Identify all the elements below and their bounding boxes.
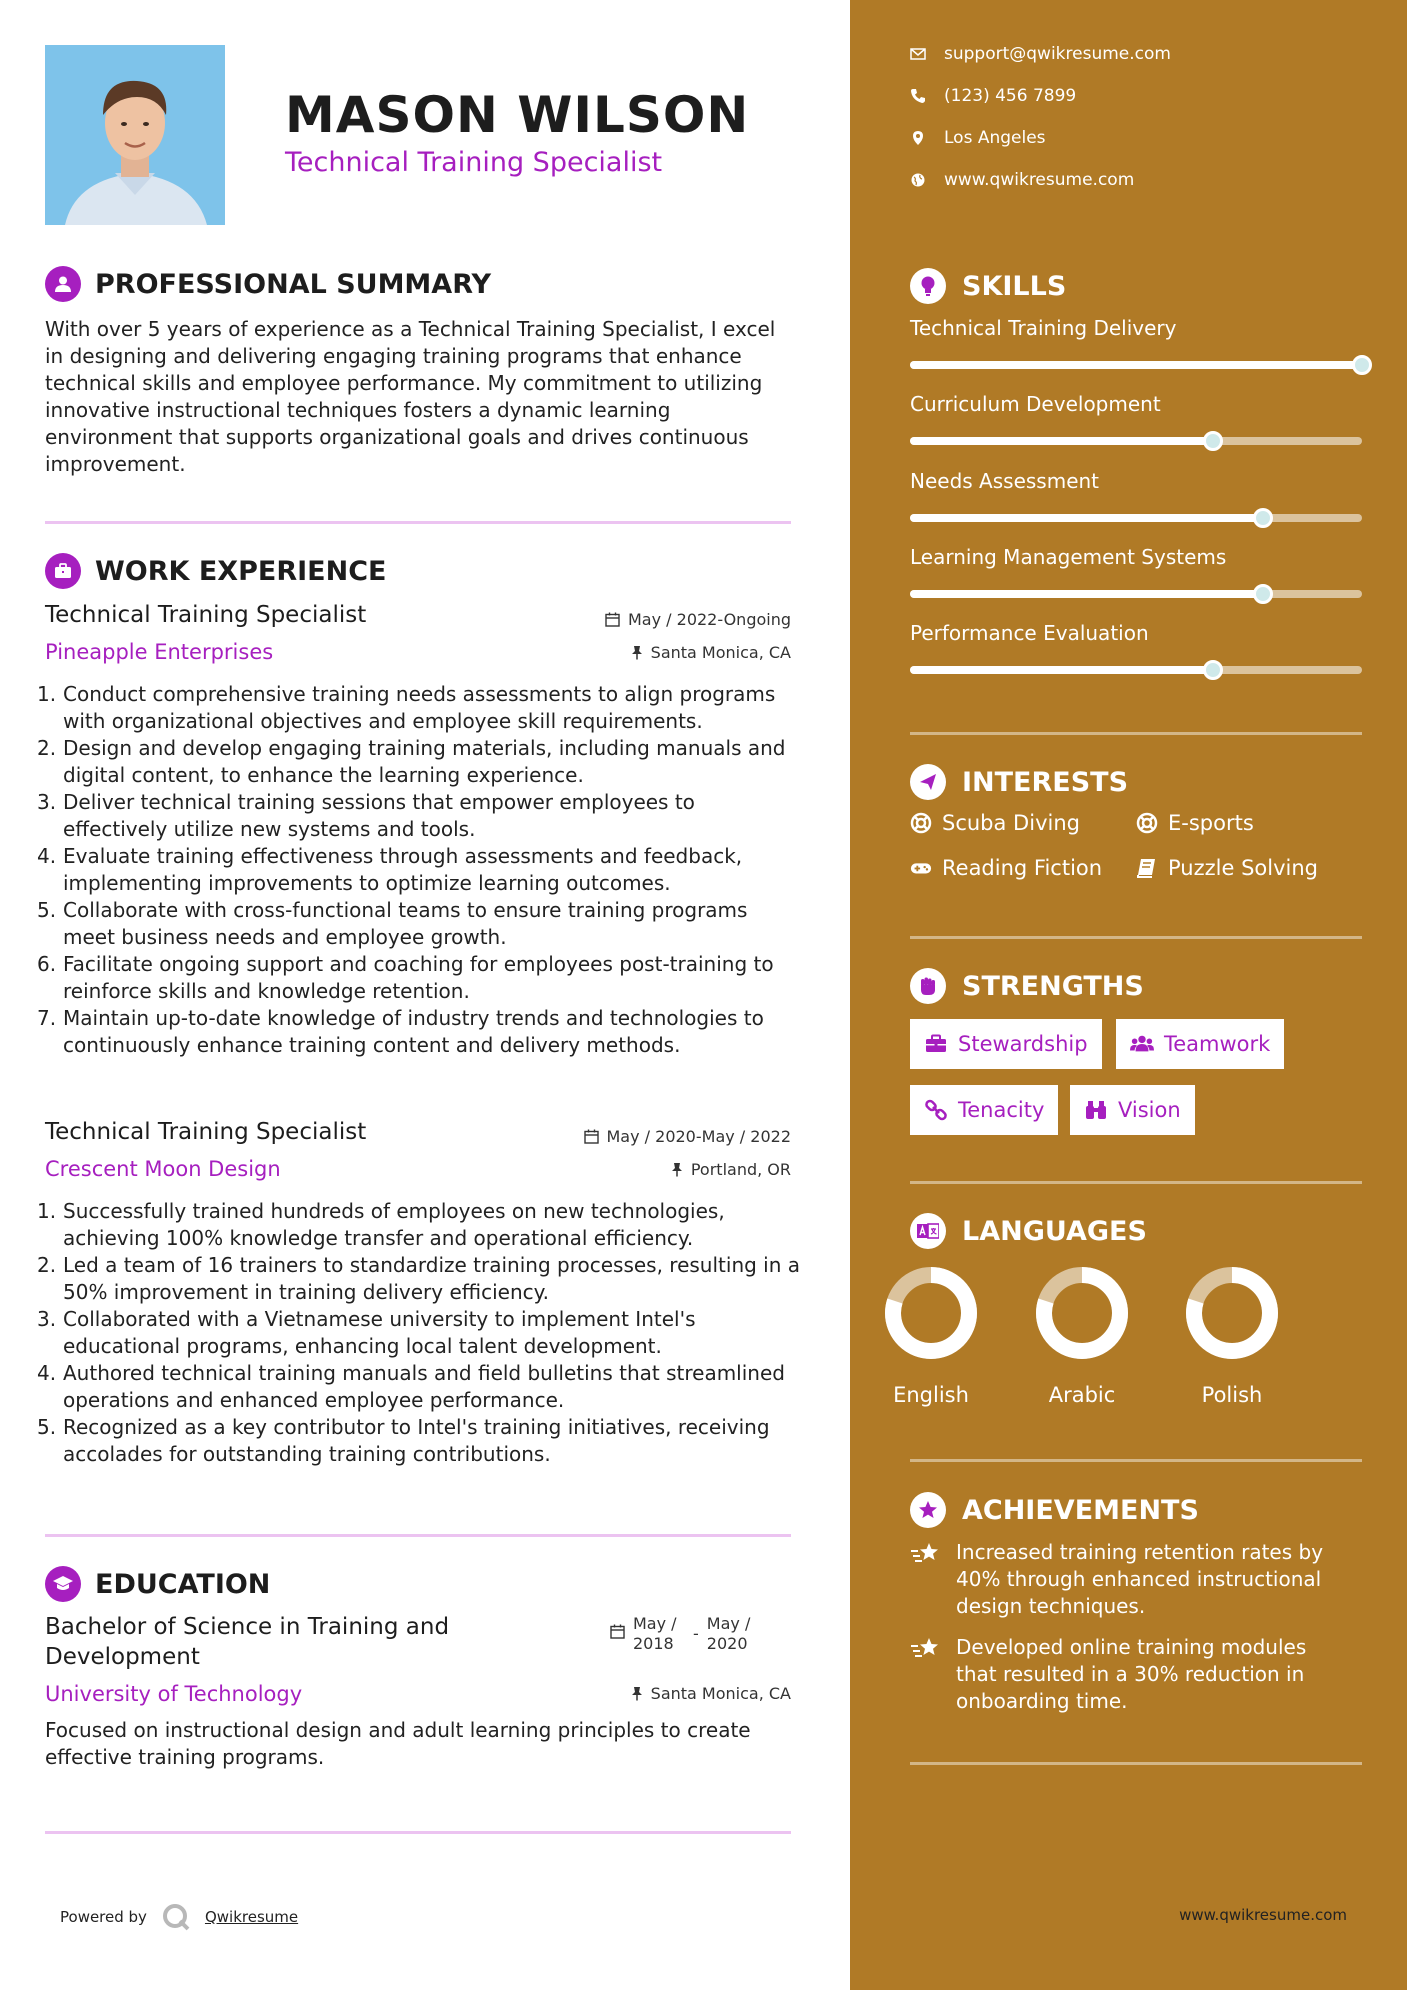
- strength-badge: [910, 1085, 1058, 1135]
- language-item: [876, 1263, 986, 1407]
- interest-item: [910, 811, 1080, 835]
- start-month: May /: [633, 1614, 677, 1633]
- divider: [910, 1181, 1362, 1184]
- strength-label: Tenacity: [958, 1098, 1045, 1122]
- skill-label: Curriculum Development: [910, 392, 1161, 416]
- divider: [45, 521, 791, 524]
- contact-email-text: support@qwikresume.com: [944, 44, 1171, 64]
- divider: [45, 1831, 791, 1834]
- school-name: University of Technology: [45, 1682, 303, 1706]
- interests-heading: [910, 764, 1128, 800]
- contact-email[interactable]: [910, 44, 1171, 64]
- interest-item: [1136, 856, 1318, 880]
- skill-bar: [910, 514, 1362, 522]
- divider: [45, 1534, 791, 1537]
- language-item: [1027, 1263, 1137, 1407]
- job-dates: [605, 610, 791, 629]
- end-month: May /: [706, 1614, 751, 1633]
- binoculars-icon: [1084, 1098, 1108, 1122]
- interest-item: [910, 856, 1102, 880]
- duty-item: 4. Authored technical training manuals and field bulletins that streamlined operations and enhanced employee performance.: [37, 1361, 785, 1412]
- strength-badge: [910, 1019, 1102, 1069]
- fist-icon: [910, 968, 946, 1004]
- skill-bar-knob: [1253, 584, 1273, 604]
- language-item: [1177, 1263, 1287, 1407]
- skill-bar-knob: [1253, 508, 1273, 528]
- strengths-heading: [910, 968, 1144, 1004]
- skill-label: Technical Training Delivery: [910, 316, 1177, 340]
- achievement-item: [910, 1634, 1350, 1715]
- strength-label: Vision: [1118, 1098, 1181, 1122]
- job-dates: [584, 1127, 792, 1146]
- languages-title: LANGUAGES: [962, 1215, 1147, 1247]
- skill-bar-fill: [910, 514, 1263, 522]
- graduation-cap-icon: [45, 1566, 81, 1602]
- education-heading: [45, 1566, 270, 1602]
- interest-label: Puzzle Solving: [1168, 856, 1318, 880]
- users-icon: [1130, 1032, 1154, 1056]
- degree-title: Bachelor of Science in Training and Development: [45, 1614, 450, 1670]
- interest-item: [1136, 811, 1254, 835]
- start-year: 2018: [633, 1634, 674, 1653]
- briefcase-icon: [45, 553, 81, 589]
- job-title: Technical Training Specialist: [45, 1119, 367, 1145]
- interest-label: Reading Fiction: [942, 856, 1103, 880]
- company-name: Crescent Moon Design: [45, 1157, 281, 1181]
- education-end: [707, 1614, 759, 1654]
- education-start: [633, 1614, 685, 1654]
- sidebar: [850, 0, 1407, 1990]
- powered-by: [60, 1902, 298, 1932]
- shooting-star-icon: [910, 1541, 942, 1567]
- powered-by-label: Powered by: [60, 1908, 147, 1926]
- skill-bar-fill: [910, 361, 1362, 369]
- education-location: [631, 1684, 791, 1703]
- globe-icon: [910, 172, 926, 188]
- lifebuoy-icon: [1136, 812, 1158, 834]
- duty-item: 1. Conduct comprehensive training needs assessments to align programs with organizational objectives and employee skill requirements.: [37, 682, 776, 733]
- skill-bar: [910, 361, 1362, 369]
- strength-label: Stewardship: [958, 1032, 1088, 1056]
- skill-bar-fill: [910, 666, 1213, 674]
- divider: [910, 732, 1362, 735]
- divider: [910, 1459, 1362, 1462]
- summary-title: PROFESSIONAL SUMMARY: [95, 268, 492, 300]
- duty-item: 2. Design and develop engaging training materials, including manuals and digital content, to enhance the learning experience.: [37, 736, 786, 787]
- strength-label: Teamwork: [1164, 1032, 1271, 1056]
- candidate-name: MASON WILSON: [285, 86, 750, 144]
- lightbulb-icon: [910, 268, 946, 304]
- language-ring: [1182, 1263, 1282, 1363]
- skills-title: SKILLS: [962, 270, 1067, 302]
- duty-item: 2. Led a team of 16 trainers to standardize training processes, resulting in a 50% improvement in training delivery efficiency.: [37, 1253, 801, 1304]
- job-duties: [37, 681, 805, 1059]
- book-icon: [1136, 857, 1158, 879]
- user-icon: [45, 266, 81, 302]
- achievement-text: Developed online training modules that resulted in a 30% reduction in onboarding time.: [956, 1635, 1307, 1713]
- skill-label: Learning Management Systems: [910, 545, 1227, 569]
- divider: [910, 936, 1362, 939]
- job-dates-text: May / 2020-May / 2022: [606, 1127, 791, 1146]
- pin-icon: [631, 645, 643, 660]
- skill-bar-fill: [910, 437, 1213, 445]
- pin-icon: [631, 1686, 643, 1701]
- contact-location: [910, 128, 1046, 148]
- pin-icon: [671, 1162, 683, 1177]
- candidate-title: Technical Training Specialist: [285, 147, 663, 178]
- envelope-icon: [910, 46, 926, 62]
- calendar-icon: [610, 1624, 625, 1639]
- interests-title: INTERESTS: [962, 766, 1129, 798]
- achievements-title: ACHIEVEMENTS: [962, 1494, 1199, 1526]
- skill-bar: [910, 666, 1362, 674]
- phone-icon: [910, 88, 926, 104]
- qwikresume-link[interactable]: Qwikresume: [204, 1908, 299, 1926]
- lifebuoy-icon: [910, 812, 932, 834]
- language-ring: [1032, 1263, 1132, 1363]
- summary-text: With over 5 years of experience as a Technical Training Specialist, I excel in designing and delivering engaging training programs that enhance technical skills and employee performance. My commitment to utilizing innovative instructional techniques fosters a dynamic learning environment that supports organizational goals and drives continuous improvement.: [45, 317, 776, 476]
- duty-item: 4. Evaluate training effectiveness through assessments and feedback, implementing improvements to optimize learning outcomes.: [37, 844, 743, 895]
- strength-badge: [1116, 1019, 1284, 1069]
- strength-badge: [1070, 1085, 1195, 1135]
- map-marker-icon: [910, 130, 926, 146]
- language-ring: [881, 1263, 981, 1363]
- qwikresume-logo-icon: [161, 1902, 191, 1932]
- duty-item: 5. Collaborate with cross-functional teams to ensure training programs meet business needs and employee growth.: [37, 898, 748, 949]
- duty-item: 3. Collaborated with a Vietnamese university to implement Intel's educational programs, enhancing local talent development.: [37, 1307, 696, 1358]
- divider: [910, 1762, 1362, 1765]
- job-location-text: Santa Monica, CA: [650, 643, 791, 662]
- duty-item: 5. Recognized as a key contributor to Intel's training initiatives, receiving accolades for outstanding training contributions.: [37, 1415, 770, 1466]
- experience-heading: [45, 553, 386, 589]
- education-location-text: Santa Monica, CA: [650, 1684, 791, 1703]
- job-location: [631, 643, 791, 662]
- skill-bar: [910, 590, 1362, 598]
- skill-label: Performance Evaluation: [910, 621, 1149, 645]
- job-dates-text: May / 2022-Ongoing: [628, 610, 791, 629]
- skills-heading: [910, 268, 1066, 304]
- summary-heading: [45, 266, 491, 302]
- job-duties: [37, 1198, 805, 1468]
- education-title: EDUCATION: [95, 1568, 271, 1600]
- languages-heading: [910, 1213, 1147, 1249]
- skill-bar-knob: [1203, 660, 1223, 680]
- skill-bar-knob: [1352, 355, 1372, 375]
- job-title: Technical Training Specialist: [45, 602, 367, 628]
- contact-website-text: www.qwikresume.com: [944, 170, 1135, 190]
- briefcase-icon: [924, 1032, 948, 1056]
- contact-phone[interactable]: [910, 86, 1076, 106]
- calendar-icon: [605, 612, 620, 627]
- education-dates: [610, 1614, 759, 1654]
- gamepad-icon: [910, 857, 932, 879]
- star-badge-icon: [910, 1492, 946, 1528]
- duty-item: 1. Successfully trained hundreds of employees on new technologies, achieving 100% knowledge transfer and operational efficiency.: [37, 1199, 725, 1250]
- achievements-heading: [910, 1492, 1199, 1528]
- skill-bar-knob: [1203, 431, 1223, 451]
- company-name: Pineapple Enterprises: [45, 640, 274, 664]
- shooting-star-icon: [910, 1636, 942, 1662]
- experience-title: WORK EXPERIENCE: [95, 555, 387, 587]
- date-separator: -: [693, 1624, 699, 1643]
- duty-item: 3. Deliver technical training sessions that empower employees to effectively utilize new systems and tools.: [37, 790, 695, 841]
- contact-phone-text: (123) 456 7899: [944, 86, 1077, 106]
- footer-website[interactable]: www.qwikresume.com: [1179, 1906, 1347, 1924]
- calendar-icon: [584, 1129, 599, 1144]
- skill-bar: [910, 437, 1362, 445]
- contact-location-text: Los Angeles: [944, 128, 1046, 148]
- skill-label: Needs Assessment: [910, 469, 1100, 493]
- interest-label: Scuba Diving: [942, 811, 1080, 835]
- achievement-item: [910, 1539, 1350, 1620]
- achievement-text: Increased training retention rates by 40% through enhanced instructional design techniques.: [956, 1540, 1324, 1618]
- paper-plane-icon: [910, 764, 946, 800]
- job-location: [671, 1160, 791, 1179]
- translate-icon: [910, 1213, 946, 1249]
- profile-photo: [45, 45, 225, 225]
- language-label: Arabic: [1048, 1383, 1116, 1407]
- link-icon: [924, 1098, 948, 1122]
- skill-bar-fill: [910, 590, 1263, 598]
- language-label: English: [893, 1383, 969, 1407]
- duty-item: 6. Facilitate ongoing support and coaching for employees post-training to reinforce skills and knowledge retention.: [37, 952, 774, 1003]
- interest-label: E-sports: [1168, 811, 1254, 835]
- job-location-text: Portland, OR: [690, 1160, 791, 1179]
- strengths-title: STRENGTHS: [962, 970, 1144, 1002]
- language-label: Polish: [1201, 1383, 1263, 1407]
- duty-item: 7. Maintain up-to-date knowledge of industry trends and technologies to continuously enhance training content and delivery methods.: [37, 1006, 764, 1057]
- education-description: Focused on instructional design and adult learning principles to create effective training programs.: [45, 1718, 751, 1769]
- end-year: 2020: [706, 1634, 748, 1653]
- contact-website[interactable]: [910, 170, 1134, 190]
